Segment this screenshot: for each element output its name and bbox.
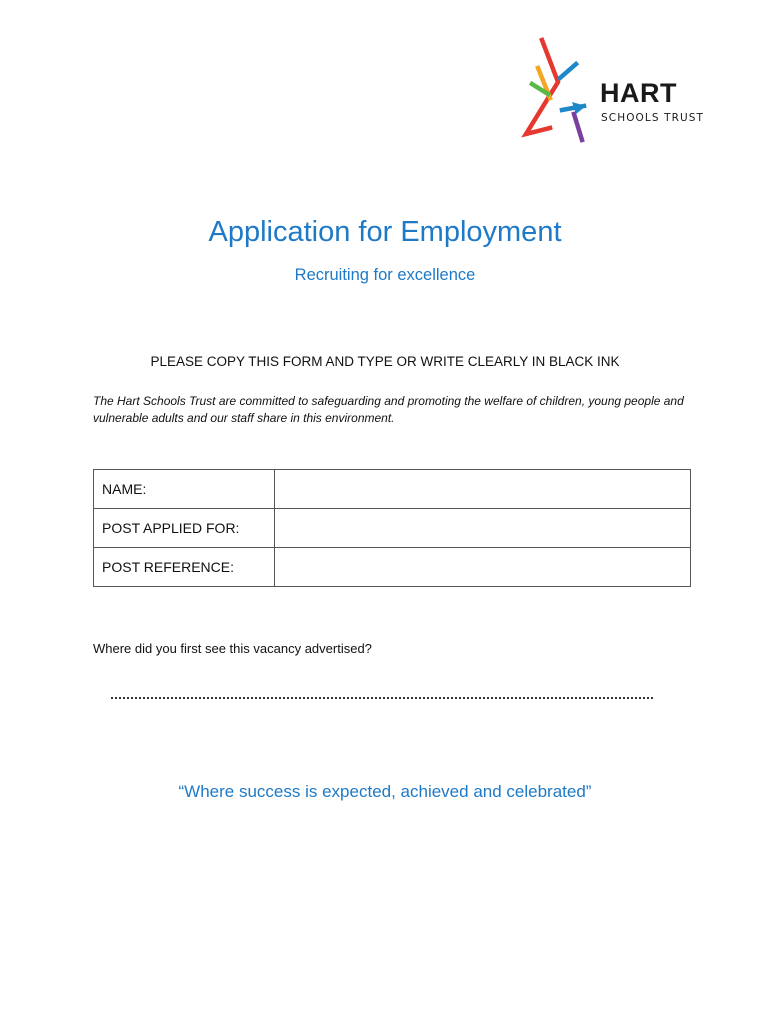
page-title: Application for Employment: [208, 216, 562, 248]
vacancy-question: Where did you first see this vacancy advertised?: [93, 641, 372, 656]
hart-stick-figure-icon: [520, 36, 600, 146]
vacancy-answer-line[interactable]: [111, 697, 653, 699]
safeguarding-statement: The Hart Schools Trust are committed to safeguarding and promoting the welfare of children, young people and vulnerable adults and our staff share in this environment.: [93, 394, 684, 425]
table-row: [94, 509, 691, 548]
trust-motto: “Where success is expected, achieved and celebrated”: [178, 782, 592, 801]
page-subtitle: Recruiting for excellence: [294, 266, 476, 284]
form-instruction: PLEASE COPY THIS FORM AND TYPE OR WRITE CLEARLY IN BLACK INK: [150, 354, 620, 369]
table-row: [94, 548, 691, 587]
applicant-details-table: [93, 469, 691, 587]
logo-subtitle: SCHOOLS TRUST: [601, 112, 705, 124]
table-row: [94, 470, 691, 509]
name-label: NAME:: [94, 470, 275, 509]
post-reference-field[interactable]: [275, 548, 691, 587]
post-applied-label: POST APPLIED FOR:: [94, 509, 275, 548]
post-reference-label: POST REFERENCE:: [94, 548, 275, 587]
name-field[interactable]: [275, 470, 691, 509]
hart-logo: [520, 36, 720, 146]
logo-name: HART: [600, 78, 677, 108]
post-applied-field[interactable]: [275, 509, 691, 548]
